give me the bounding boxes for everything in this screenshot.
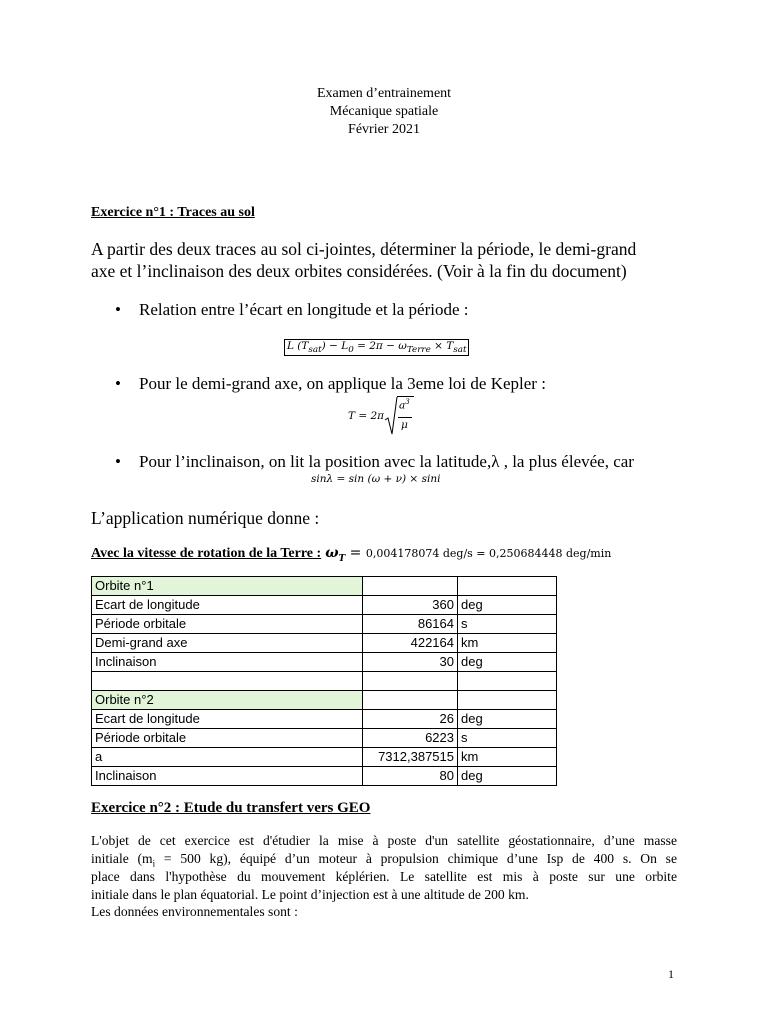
bullet-icon: • <box>115 452 121 471</box>
bullet-icon: • <box>115 374 121 393</box>
table-row <box>92 596 557 615</box>
table-row <box>92 767 557 786</box>
orbit1-title: Orbite n°1 <box>92 577 363 596</box>
exercise2-line4: initiale dans le plan équatorial. Le point d’injection est à une altitude de 200 km. <box>91 887 529 902</box>
formula-part: L (T <box>287 340 309 352</box>
table-row <box>92 748 557 767</box>
formula-part: = 2π − ω <box>353 340 407 352</box>
formula-den: μ <box>401 419 408 431</box>
rotation-line <box>91 544 611 564</box>
table-cell-label: Période orbitale <box>92 615 363 634</box>
bullet-text: Pour l’inclinaison, on lit la position avec la latitude,λ , la plus élevée, car <box>139 452 634 471</box>
omega-eq: = <box>345 545 366 561</box>
exercise1-intro-line1: A partir des deux traces au sol ci-jointes, déterminer la période, le demi-grand <box>91 239 637 259</box>
orbit2-title: Orbite n°2 <box>92 691 363 710</box>
table-cell-value: 30 <box>363 653 458 672</box>
table-cell-value: 422164 <box>363 634 458 653</box>
rotation-values: 0,004178074 deg/s = 0,250684448 deg/min <box>365 547 612 560</box>
formula-part: a <box>399 399 406 412</box>
sqrt-bar <box>397 396 414 397</box>
table-cell-unit: s <box>458 615 557 634</box>
formula-part: ) − L <box>321 340 349 352</box>
formula-sub: sat <box>453 345 467 356</box>
text-part: initiale (m <box>91 851 153 866</box>
app-numerique-text: L’application numérique donne : <box>91 508 320 528</box>
table-cell-label: Inclinaison <box>92 653 363 672</box>
table-cell-label: Demi-grand axe <box>92 634 363 653</box>
table-row <box>92 691 557 710</box>
table-cell-unit: deg <box>458 653 557 672</box>
table-cell-value: 86164 <box>363 615 458 634</box>
table-cell-value: 7312,387515 <box>363 748 458 767</box>
doc-title-line3: Février 2021 <box>348 122 420 137</box>
formula-part: T = 2π <box>348 410 385 422</box>
formula-kepler <box>348 396 428 436</box>
table-cell <box>458 672 557 691</box>
formula-sub: Terre <box>406 345 431 356</box>
text-sub: i <box>152 858 156 869</box>
text-part: = 500 kg), équipé d’un moteur à propulsion chimique d’une Isp de 400 s. On se <box>155 851 678 866</box>
table-cell <box>458 691 557 710</box>
table-cell-unit: deg <box>458 767 557 786</box>
formula-sub: 0 <box>348 345 354 356</box>
table-cell-unit: deg <box>458 710 557 729</box>
fraction-bar <box>398 417 412 418</box>
exercise2-line5: Les données environnementales sont : <box>91 904 298 919</box>
omega-sub: T <box>338 554 346 565</box>
table-cell-unit: km <box>458 634 557 653</box>
table-cell-value: 80 <box>363 767 458 786</box>
table-cell-label: a <box>92 748 363 767</box>
table-cell-unit: km <box>458 748 557 767</box>
table-cell-label: Inclinaison <box>92 767 363 786</box>
rotation-label: Avec la vitesse de rotation de la Terre : <box>91 546 322 561</box>
orbit-table <box>91 576 557 786</box>
formula-inclination: sinλ = sin (ω + ν) × sini <box>311 473 441 485</box>
formula-exp: 3 <box>405 398 410 406</box>
table-cell <box>363 691 458 710</box>
bullet-text: Relation entre l’écart en longitude et la période : <box>139 300 469 319</box>
table-row <box>92 729 557 748</box>
table-cell-unit: deg <box>458 596 557 615</box>
table-cell-label: Ecart de longitude <box>92 596 363 615</box>
formula-sub: sat <box>308 345 322 356</box>
exercise1-title: Exercice n°1 : Traces au sol <box>91 205 255 220</box>
exercise1-intro-line2: axe et l’inclinaison des deux orbites considérées. (Voir à la fin du document) <box>91 261 627 281</box>
formula-longitude <box>284 339 469 356</box>
table-cell <box>458 577 557 596</box>
table-row <box>92 653 557 672</box>
formula-part: × T <box>430 340 454 352</box>
table-row <box>92 577 557 596</box>
bullet-icon: • <box>115 300 121 319</box>
formula-num <box>399 398 410 412</box>
table-cell-unit: s <box>458 729 557 748</box>
exercise2-title: Exercice n°2 : Etude du transfert vers GEO <box>91 800 371 816</box>
page-number: 1 <box>668 967 674 981</box>
table-cell-value: 6223 <box>363 729 458 748</box>
table-cell-label: Ecart de longitude <box>92 710 363 729</box>
exercise2-line3: place dans l'hypothèse du mouvement képlérien. Le satellite est mis à poste sur une orbite <box>91 869 677 884</box>
bullet-text: Pour le demi-grand axe, on applique la 3eme loi de Kepler : <box>139 374 546 393</box>
table-cell-value: 360 <box>363 596 458 615</box>
omega-symbol: ω <box>325 545 339 561</box>
table-cell <box>363 577 458 596</box>
table-row <box>92 634 557 653</box>
sqrt-icon <box>384 396 398 436</box>
exercise2-line1: L'objet de cet exercice est d'étudier la mise à poste d'un satellite géostationnaire, d’une masse <box>91 833 677 848</box>
table-row-empty <box>92 672 557 691</box>
table-cell-value: 26 <box>363 710 458 729</box>
table-cell-label: Période orbitale <box>92 729 363 748</box>
table-row <box>92 710 557 729</box>
table-cell <box>92 672 363 691</box>
table-row <box>92 615 557 634</box>
doc-title-line1: Examen d’entrainement <box>316 86 452 101</box>
table-cell <box>363 672 458 691</box>
doc-title-line2: Mécanique spatiale <box>329 104 439 119</box>
